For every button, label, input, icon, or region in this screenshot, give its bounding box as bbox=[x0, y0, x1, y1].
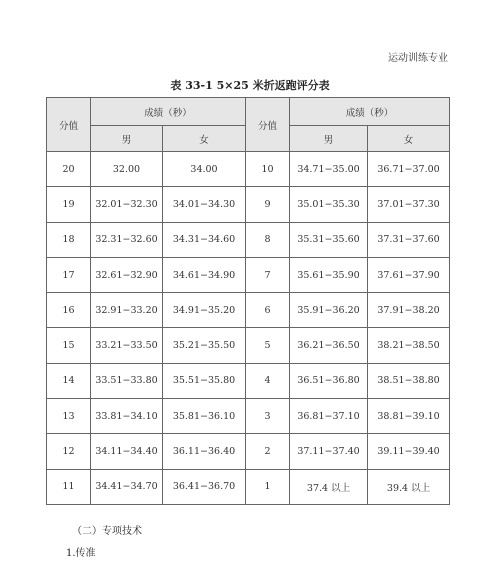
cell-male-right: 36.81−37.10 bbox=[290, 399, 368, 434]
cell-male-right: 37.11−37.40 bbox=[290, 434, 368, 469]
header-result-left: 成绩（秒） bbox=[91, 98, 246, 126]
table-row bbox=[47, 152, 450, 187]
cell-female-right: 37.61−37.90 bbox=[368, 257, 450, 292]
header-score-left: 分值 bbox=[47, 98, 91, 152]
cell-male-left: 32.00 bbox=[91, 152, 163, 187]
cell-score-right: 8 bbox=[246, 222, 290, 257]
cell-female-right: 38.81−39.10 bbox=[368, 399, 450, 434]
table-row bbox=[47, 293, 450, 328]
header-female-right: 女 bbox=[368, 126, 450, 152]
cell-male-right: 37.4 以上 bbox=[290, 469, 368, 504]
cell-score-left: 11 bbox=[47, 469, 91, 504]
table-row bbox=[47, 363, 450, 398]
table-title: 表 33-1 5×25 米折返跑评分表 bbox=[170, 79, 330, 92]
cell-female-right: 37.91−38.20 bbox=[368, 293, 450, 328]
cell-female-left: 36.11−36.40 bbox=[163, 434, 246, 469]
cell-female-left: 36.41−36.70 bbox=[163, 469, 246, 504]
cell-score-left: 14 bbox=[47, 363, 91, 398]
cell-score-right: 3 bbox=[246, 399, 290, 434]
cell-male-left: 33.51−33.80 bbox=[91, 363, 163, 398]
cell-male-left: 33.21−33.50 bbox=[91, 328, 163, 363]
header-male-right: 男 bbox=[290, 126, 368, 152]
header-male-left: 男 bbox=[91, 126, 163, 152]
cell-male-left: 32.01−32.30 bbox=[91, 187, 163, 222]
cell-score-right: 9 bbox=[246, 187, 290, 222]
cell-female-left: 35.51−35.80 bbox=[163, 363, 246, 398]
header-female-left: 女 bbox=[163, 126, 246, 152]
cell-score-right: 10 bbox=[246, 152, 290, 187]
cell-female-right: 37.01−37.30 bbox=[368, 187, 450, 222]
cell-male-right: 35.31−35.60 bbox=[290, 222, 368, 257]
cell-score-left: 15 bbox=[47, 328, 91, 363]
cell-score-right: 4 bbox=[246, 363, 290, 398]
table-row bbox=[47, 187, 450, 222]
cell-male-right: 35.61−35.90 bbox=[290, 257, 368, 292]
cell-score-right: 5 bbox=[246, 328, 290, 363]
cell-female-right: 39.4 以上 bbox=[368, 469, 450, 504]
cell-female-left: 34.31−34.60 bbox=[163, 222, 246, 257]
cell-score-right: 1 bbox=[246, 469, 290, 504]
cell-male-left: 32.91−33.20 bbox=[91, 293, 163, 328]
cell-male-right: 35.91−36.20 bbox=[290, 293, 368, 328]
cell-score-left: 18 bbox=[47, 222, 91, 257]
table-row bbox=[47, 257, 450, 292]
cell-female-left: 34.91−35.20 bbox=[163, 293, 246, 328]
cell-male-right: 36.21−36.50 bbox=[290, 328, 368, 363]
score-table bbox=[46, 97, 450, 505]
cell-score-left: 12 bbox=[47, 434, 91, 469]
cell-score-right: 7 bbox=[246, 257, 290, 292]
cell-female-right: 36.71−37.00 bbox=[368, 152, 450, 187]
cell-female-left: 34.61−34.90 bbox=[163, 257, 246, 292]
table-row bbox=[47, 222, 450, 257]
cell-score-left: 19 bbox=[47, 187, 91, 222]
cell-score-left: 13 bbox=[47, 399, 91, 434]
header-result-right: 成绩（秒） bbox=[290, 98, 450, 126]
table-row bbox=[47, 328, 450, 363]
table-row bbox=[47, 434, 450, 469]
cell-male-left: 34.41−34.70 bbox=[91, 469, 163, 504]
header-score-right: 分值 bbox=[246, 98, 290, 152]
cell-score-right: 6 bbox=[246, 293, 290, 328]
cell-female-right: 38.51−38.80 bbox=[368, 363, 450, 398]
cell-female-left: 34.00 bbox=[163, 152, 246, 187]
cell-score-right: 2 bbox=[246, 434, 290, 469]
cell-female-right: 38.21−38.50 bbox=[368, 328, 450, 363]
cell-male-left: 33.81−34.10 bbox=[91, 399, 163, 434]
cell-female-right: 39.11−39.40 bbox=[368, 434, 450, 469]
cell-score-left: 17 bbox=[47, 257, 91, 292]
cell-male-left: 32.31−32.60 bbox=[91, 222, 163, 257]
cell-score-left: 16 bbox=[47, 293, 91, 328]
subsection-heading: 1.传准 bbox=[66, 548, 96, 559]
page-header-label: 运动训练专业 bbox=[388, 53, 448, 64]
cell-female-right: 37.31−37.60 bbox=[368, 222, 450, 257]
table-row bbox=[47, 399, 450, 434]
cell-male-right: 36.51−36.80 bbox=[290, 363, 368, 398]
cell-female-left: 35.21−35.50 bbox=[163, 328, 246, 363]
cell-female-left: 35.81−36.10 bbox=[163, 399, 246, 434]
cell-score-left: 20 bbox=[47, 152, 91, 187]
cell-male-left: 34.11−34.40 bbox=[91, 434, 163, 469]
section-heading: （二）专项技术 bbox=[72, 526, 142, 537]
cell-male-right: 34.71−35.00 bbox=[290, 152, 368, 187]
cell-female-left: 34.01−34.30 bbox=[163, 187, 246, 222]
cell-male-right: 35.01−35.30 bbox=[290, 187, 368, 222]
cell-male-left: 32.61−32.90 bbox=[91, 257, 163, 292]
table-row bbox=[47, 469, 450, 504]
